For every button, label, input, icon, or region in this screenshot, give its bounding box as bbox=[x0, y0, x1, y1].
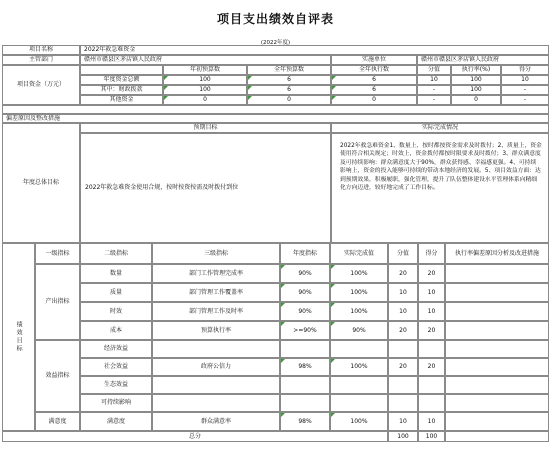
plan-text: 2022年救急难资金使用合规，按时按资按需及时拨付到位 bbox=[80, 133, 331, 243]
got-value: 20 bbox=[418, 321, 445, 340]
project-name-value: 2022年救急难资金 bbox=[80, 45, 549, 55]
impl-unit-value: 赣州市赣县区茅店镇人民政府 bbox=[417, 55, 549, 65]
level2-indicator: 生态效益 bbox=[80, 376, 152, 394]
actual-value bbox=[330, 376, 388, 394]
level3-indicator bbox=[152, 376, 280, 394]
level2-indicator: 满意度 bbox=[80, 412, 152, 431]
output-indicator-label: 产出指标 bbox=[35, 264, 80, 340]
total-score: 100 bbox=[388, 431, 418, 442]
annual-target bbox=[280, 394, 330, 412]
indicator-header: 三级指标 bbox=[152, 243, 280, 264]
level3-indicator: 群众满意率 bbox=[152, 412, 280, 431]
funds-cell: - bbox=[501, 85, 549, 95]
actual-value bbox=[330, 394, 388, 412]
deviation-cell bbox=[445, 340, 549, 358]
funds-cell: 6 bbox=[331, 85, 417, 95]
year-label: (2022年度) bbox=[260, 40, 291, 46]
satisfaction-indicator-label: 满意度 bbox=[35, 412, 80, 431]
got-value: 20 bbox=[418, 358, 445, 376]
funds-row-label: 年度资金总额 bbox=[80, 75, 163, 85]
actual-text: 2022年救急难资金1、数量上，按时都按资金需求及时拨付；2、质量上，资金使用符合相关规定；时效上，资金拨付都按时限要求及时拨付；3、群众满意度及可持续影响：群众满意度大于90%，群众获得感、幸福感更强。4、可持续影响上，资金的投入能够可持续的带动本地经济的发展。5、项目效益方面：达到预期效果，积极履职，强化管理，提升了队伍整体建设水平管理体系向精细化方向迈进，较好地完成了工作目标。 bbox=[331, 133, 549, 243]
level2-indicator: 成本 bbox=[80, 321, 152, 340]
deviation-cell bbox=[445, 264, 549, 283]
funds-row-label: 其他资金 bbox=[80, 95, 163, 105]
total-label: 总分 bbox=[2, 431, 388, 442]
reason-label: 偏差原因及整改措施 bbox=[2, 114, 549, 123]
page-title: 项目支出绩效自评表 bbox=[216, 12, 334, 26]
level3-indicator: 政府公信力 bbox=[152, 358, 280, 376]
actual-value: 100% bbox=[330, 264, 388, 283]
funds-cell: 100 bbox=[451, 75, 501, 85]
deviation-cell bbox=[445, 376, 549, 394]
score-value: 20 bbox=[388, 321, 418, 340]
dept-label: 主管部门 bbox=[2, 55, 80, 65]
funds-header: 执行率(%) bbox=[451, 65, 501, 75]
funds-cell: 100 bbox=[451, 85, 501, 95]
score-value bbox=[388, 394, 418, 412]
funds-cell: 100 bbox=[163, 85, 247, 95]
total-deviation-cell bbox=[445, 431, 549, 442]
spacer-row bbox=[2, 105, 549, 114]
funds-cell: 10 bbox=[417, 75, 451, 85]
funds-header: 全年执行数 bbox=[331, 65, 417, 75]
funds-header: 全年预算数 bbox=[247, 65, 331, 75]
score-value bbox=[388, 340, 418, 358]
level3-indicator: 预算执行率 bbox=[152, 321, 280, 340]
level2-indicator: 社会效益 bbox=[80, 358, 152, 376]
annual-target: 90% bbox=[280, 302, 330, 321]
deviation-cell bbox=[445, 394, 549, 412]
annual-goal-label: 年度总体目标 bbox=[2, 123, 80, 243]
level3-indicator: 部门工作管理完成率 bbox=[152, 264, 280, 283]
funds-header: 得分 bbox=[501, 65, 549, 75]
got-value: 10 bbox=[418, 412, 445, 431]
deviation-cell bbox=[445, 358, 549, 376]
deviation-cell bbox=[445, 321, 549, 340]
dept-value: 赣州市赣县区茅店镇人民政府 bbox=[80, 55, 331, 65]
performance-goal-label: 绩效目标 bbox=[2, 243, 35, 431]
annual-target: 90% bbox=[280, 283, 330, 302]
funds-header-blank bbox=[80, 65, 163, 75]
deviation-cell bbox=[445, 302, 549, 321]
level2-indicator: 数量 bbox=[80, 264, 152, 283]
got-value bbox=[418, 394, 445, 412]
deviation-cell bbox=[445, 283, 549, 302]
funds-cell: 0 bbox=[451, 95, 501, 105]
actual-value: 100% bbox=[330, 283, 388, 302]
annual-target: 98% bbox=[280, 358, 330, 376]
funds-cell: - bbox=[501, 95, 549, 105]
got-value: 20 bbox=[418, 264, 445, 283]
indicator-header: 执行率偏差原因分析及改进措施 bbox=[445, 243, 549, 264]
level2-indicator: 经济效益 bbox=[80, 340, 152, 358]
actual-value: 100% bbox=[330, 358, 388, 376]
annual-target: >=90% bbox=[280, 321, 330, 340]
project-name-label: 项目名称 bbox=[2, 45, 80, 55]
annual-target: 90% bbox=[280, 264, 330, 283]
score-value: 10 bbox=[388, 283, 418, 302]
annual-target: 98% bbox=[280, 412, 330, 431]
got-value: 10 bbox=[418, 283, 445, 302]
annual-target bbox=[280, 376, 330, 394]
plan-header: 预期目标 bbox=[80, 123, 331, 133]
deviation-cell bbox=[445, 412, 549, 431]
level2-indicator: 可持续影响 bbox=[80, 394, 152, 412]
actual-header: 实际完成情况 bbox=[331, 123, 549, 133]
score-value: 10 bbox=[388, 412, 418, 431]
funds-cell: 0 bbox=[331, 95, 417, 105]
indicator-header: 一级指标 bbox=[35, 243, 80, 264]
funds-header: 分值 bbox=[417, 65, 451, 75]
actual-value: 100% bbox=[330, 302, 388, 321]
funds-cell: 0 bbox=[247, 95, 331, 105]
actual-value bbox=[330, 340, 388, 358]
total-got: 100 bbox=[418, 431, 445, 442]
level2-indicator: 质量 bbox=[80, 283, 152, 302]
funds-cell: 0 bbox=[163, 95, 247, 105]
funds-cell: - bbox=[417, 85, 451, 95]
score-value: 20 bbox=[388, 358, 418, 376]
got-value bbox=[418, 340, 445, 358]
score-value: 10 bbox=[388, 302, 418, 321]
level3-indicator: 部门管理工作及时率 bbox=[152, 302, 280, 321]
level3-indicator bbox=[152, 394, 280, 412]
funds-row-label: 其中：财政拨款 bbox=[80, 85, 163, 95]
actual-value: 100% bbox=[330, 412, 388, 431]
level3-indicator bbox=[152, 340, 280, 358]
funds-header: 年初预算数 bbox=[163, 65, 247, 75]
funds-cell: 10 bbox=[501, 75, 549, 85]
level2-indicator: 时效 bbox=[80, 302, 152, 321]
score-value: 20 bbox=[388, 264, 418, 283]
funds-section-label: 项目资金（万元） bbox=[2, 65, 80, 105]
indicator-header: 得分 bbox=[418, 243, 445, 264]
effect-indicator-label: 效益指标 bbox=[35, 340, 80, 412]
funds-cell: 6 bbox=[247, 75, 331, 85]
actual-value: 90% bbox=[330, 321, 388, 340]
funds-cell: 100 bbox=[163, 75, 247, 85]
indicator-header: 实际完成值 bbox=[330, 243, 388, 264]
funds-cell: 6 bbox=[331, 75, 417, 85]
score-value bbox=[388, 376, 418, 394]
funds-cell: 6 bbox=[247, 85, 331, 95]
impl-unit-label: 实施单位 bbox=[331, 55, 417, 65]
annual-target bbox=[280, 340, 330, 358]
level3-indicator: 部门管理工作覆盖率 bbox=[152, 283, 280, 302]
indicator-header: 年度指标 bbox=[280, 243, 330, 264]
got-value bbox=[418, 376, 445, 394]
funds-cell: - bbox=[417, 95, 451, 105]
got-value: 10 bbox=[418, 302, 445, 321]
indicator-header: 分值 bbox=[388, 243, 418, 264]
indicator-header: 二级指标 bbox=[80, 243, 152, 264]
